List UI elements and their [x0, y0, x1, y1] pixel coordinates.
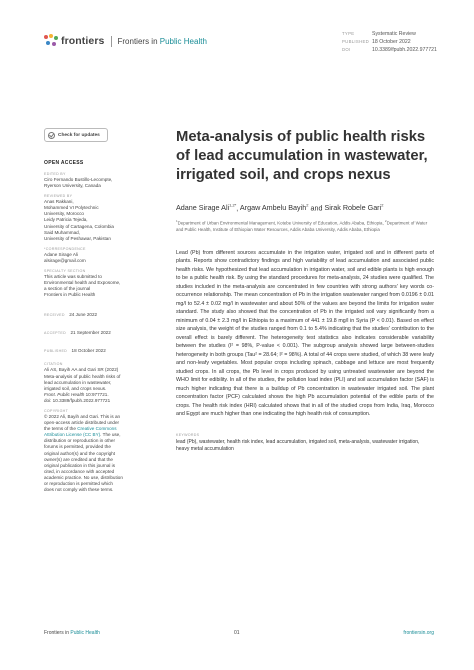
keywords-label: KEYWORDS [176, 432, 200, 437]
sidebar [44, 128, 144, 498]
footer-journal: Frontiers in Public Health [44, 630, 100, 636]
author-2[interactable]: Argaw Ambelu Bayih$^2$ [239, 203, 309, 213]
dates-section [44, 303, 144, 357]
correspondence-section: *CORRESPONDENCE Adane Sirage Ali alsirage@gmail.com [44, 246, 86, 263]
check-updates-label: Check for updates [58, 132, 100, 138]
reviewed-by-section: REVIEWED BY Anas Rakkani, Mohammed VI Polytechnic University, Morocco Leidy Patricia Tejeda, University of Cartagena, Colombia Said Muhammad, University of Peshawar, Pakistan [44, 194, 114, 241]
published-date: PUBLISHED 18 October 2022 [44, 348, 106, 354]
author-list: Adane Sirage Ali$^{1,2*}$, Argaw Ambelu Bayih$^2$ and Sirak Robele Gari$^2$ [176, 203, 384, 213]
edited-by-section: EDITED BY Ciro Fernando Bustillo-Lecompte, Ryerson University, Canada [44, 172, 113, 189]
open-access-label: OPEN ACCESS [44, 160, 84, 166]
keywords-list: lead (Pb), wastewater, health risk index, lead accumulation, irrigated soil, meta-analysis, wastewater irrigation, heavy metal accumulation [176, 438, 420, 452]
journal-name: Frontiers in Public Health [117, 36, 207, 46]
meta-doi: DOI 10.3389/fpubh.2022.977721 [342, 47, 437, 53]
affiliations: $^1$Department of Urban Environmental Management, Kotebe University of Education, Addis Ababa, Ethiopia, $^2$Department of Water and Public Health, Institute of Ethiopian Water Resources, Addis Ababa University, Addis Ababa, Ethiopia [176, 219, 428, 232]
received-date: RECEIVED 24 June 2022 [44, 312, 98, 318]
brand-name: frontiers [61, 35, 105, 47]
meta-published: PUBLISHED 18 October 2022 [342, 39, 411, 45]
footer-site-link[interactable]: frontiersin.org [403, 630, 434, 636]
frontiers-logo[interactable] [44, 34, 207, 48]
frontiers-dots-icon [44, 34, 58, 48]
author-3[interactable]: Sirak Robele Gari$^2$ [324, 203, 384, 213]
specialty-section: SPECIALTY SECTION This article was submitted to Environmental health and Exposome, a section of the journal Frontiers in Public Health [44, 269, 121, 298]
check-circle-icon [48, 132, 55, 139]
logo-divider [111, 36, 112, 47]
article-meta [342, 30, 437, 54]
meta-type: TYPE Systematic Review [342, 31, 416, 37]
page-number: 01 [234, 630, 240, 636]
abstract-text: Lead (Pb) from different sources accumulate in the irrigation water, irrigated soil and in different parts of plants. Reports show contradictory findings and high variability of lead accumulation and associated public health risks. We hypothesized that lead accumulation in irrigation water, soil and edible plants is high enough to be a public health risk. By using the standard procedures for meta-analysis, 24 studies were qualified. The studies included in the meta-analysis are concentrated in few countries with strong authors' key words co-occurrence relationship. The mean concentration of Pb in the irrigation wastewater ranged from 0.0196 ± 0.01 mg/l to 52.4 ± 0.02 mg/l in wastewater and about 50% of the values are beyond the limits for irrigation water standard. The study also showed that the concentration of Pb in the irrigated soil vary significantly from a minimum of 0.04 ± 2.3 mg/l in Ethiopia to a maximum of 441 ± 19.8 mg/l in Syria (P < 0.01). Based on effect size analysis, the weight of the studies ranged from 0.1 to 5.4% indicating that the studies' contribution to the overall effect is barely different. The heterogeneity test statistics also indicates considerable variability between the studies (I² = 98%, P-value < 0.001). The subgroup analysis showed large between-studies heterogeneity in both groups (Tau² = 28.64; I² = 98%). A total of 44 crops were studied, of which 38 were leafy and non-leafy vegetables. Most popular crops including spinach, cabbage and lettuce are most frequently studied crops. In all crops, the Pb level in crops produced by using untreated wastewater are beyond the WHO limit for edibility. In all of the studies, the pollution load index (PLI) and soil accumulation factor (SAF) is much higher indicating that there is a buildup of Pb concentration in wastewater irrigated soil. The plant concentration factor (PCF) calculated shows the high Pb accumulation potential of the edible parts of the crops. The health risk index (HRI) calculated shows that in all of the studied crops from India, Iraq, Morocco and Egypt are much higher than one indicating the high health risk of consumption. [176, 249, 434, 418]
citation-section: CITATION Ali AS, Bayih AA and Gari SR (2022) Meta-analysis of public health risks of lead accumulation in wastewater, irrigated soil, and crops nexus. Front. Public Health 10:977721. doi: 10.3389/fpubh.2022.977721 [44, 362, 121, 403]
page-header [0, 0, 474, 80]
cc-by-license-link[interactable]: Creative Commons Attribution License (CC BY) [44, 426, 117, 438]
author-1[interactable]: Adane Sirage Ali$^{1,2*}$ [176, 203, 237, 213]
article-title: Meta-analysis of public health risks of lead accumulation in wastewater, irrigated soil, and crops nexus [176, 129, 428, 183]
page-footer [44, 630, 434, 640]
article-main [176, 128, 434, 453]
check-updates-button[interactable] [44, 128, 108, 142]
accepted-date: ACCEPTED 21 September 2022 [44, 330, 111, 336]
copyright-section: COPYRIGHT © 2022 Ali, Bayih and Gari. This is an open-access article distributed under the terms of the Creative Commons Attribution License (CC BY). The use, distribution or reproduction in other forums is permitted, provided the original author(s) and the copyright owner(s) are credited and that the original publication in this journal is cited, in accordance with accepted academic practice. No use, distribution or reproduction is permitted which does not comply with these terms. [44, 408, 123, 493]
